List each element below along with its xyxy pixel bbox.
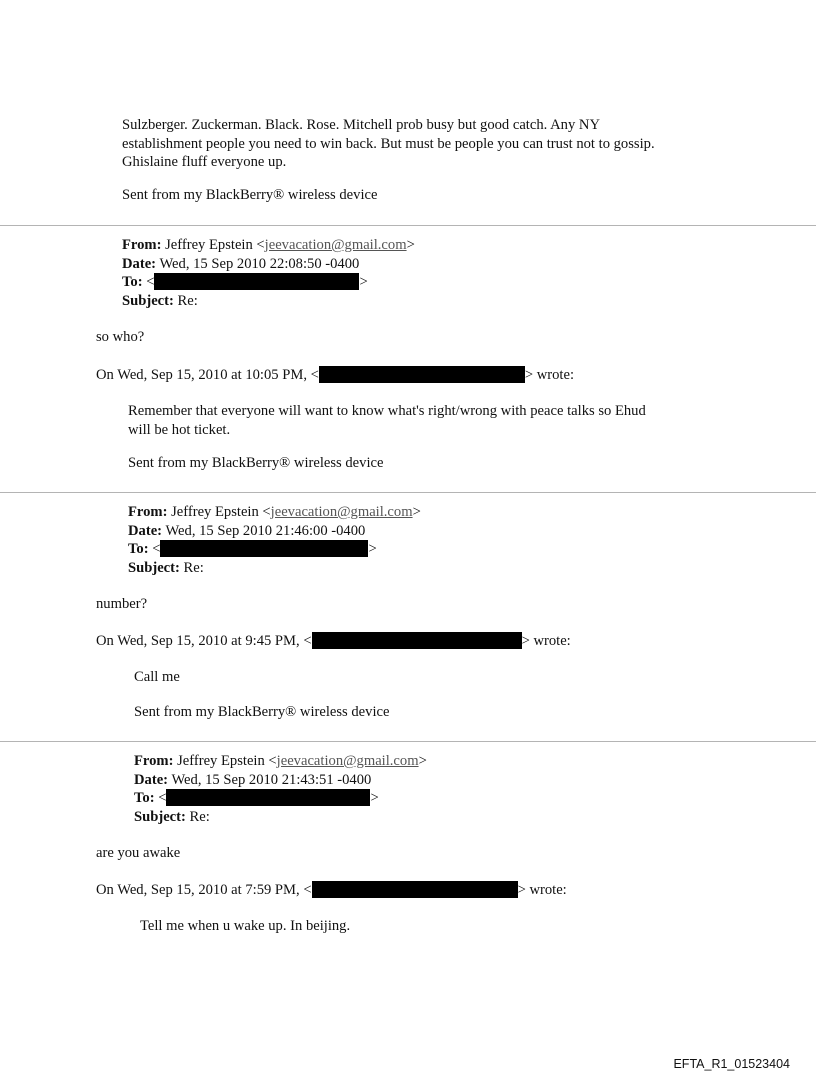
signature-line: Sent from my BlackBerry® wireless device: [128, 455, 384, 471]
date-label: Date:: [122, 255, 157, 272]
reply-text: are you awake: [96, 845, 181, 861]
divider: [0, 741, 816, 742]
signature-line: Sent from my BlackBerry® wireless device: [134, 704, 390, 720]
from-email-link[interactable]: jeevacation@gmail.com: [264, 237, 407, 253]
message-line: Remember that everyone will want to know what's right/wrong with peace talks so Ehud: [128, 403, 646, 419]
from-label: From:: [128, 504, 168, 520]
subject-value: Re:: [183, 559, 204, 576]
to-close: >: [359, 274, 368, 290]
reply-text: so who?: [96, 329, 145, 345]
from-name: Jeffrey Epstein <: [177, 753, 277, 769]
date-value: Wed, 15 Sep 2010 21:43:51 -0400: [171, 771, 372, 788]
to-label: To:: [128, 541, 149, 557]
wrote-line: [96, 881, 567, 899]
email-header-2: [128, 503, 421, 577]
to-open: <: [152, 541, 161, 557]
reply-text: number?: [96, 596, 148, 612]
message-line: Ghislaine fluff everyone up.: [122, 154, 287, 170]
subject-value: Re:: [189, 808, 210, 825]
from-close: >: [406, 237, 415, 253]
subject-row: [128, 559, 421, 578]
subject-label: Subject:: [128, 559, 180, 576]
document-id: EFTA_R1_01523404: [673, 1057, 790, 1071]
message-line: establishment people you need to win back. But must be people you can trust not to gossip.: [122, 135, 655, 152]
from-email-link[interactable]: jeevacation@gmail.com: [276, 753, 419, 769]
date-label: Date:: [134, 771, 169, 788]
message-line: will be hot ticket.: [128, 421, 231, 438]
to-open: <: [158, 790, 167, 806]
signature-line: Sent from my BlackBerry® wireless device: [122, 187, 378, 203]
from-name: Jeffrey Epstein <: [171, 504, 271, 520]
from-close: >: [418, 753, 427, 769]
subject-label: Subject:: [122, 292, 174, 309]
subject-value: Re:: [177, 292, 198, 309]
from-name: Jeffrey Epstein <: [165, 237, 265, 253]
from-label: From:: [122, 237, 162, 253]
wrote-prefix: On Wed, Sep 15, 2010 at 10:05 PM, <: [96, 367, 319, 383]
message-line: Tell me when u wake up. In beijing.: [140, 918, 351, 934]
date-row: [128, 522, 421, 541]
from-row: [134, 752, 427, 771]
quoted-message-2: [128, 402, 646, 439]
email-header-1: [122, 236, 415, 310]
redaction-bar: [312, 632, 522, 649]
redaction-bar: [312, 881, 518, 898]
date-row: [134, 771, 427, 790]
wrote-suffix: > wrote:: [524, 367, 575, 383]
divider: [0, 225, 816, 226]
message-line: Sulzberger. Zuckerman. Black. Rose. Mitchell prob busy but good catch. Any NY: [122, 117, 600, 133]
wrote-suffix: > wrote:: [517, 882, 567, 898]
to-label: To:: [122, 274, 143, 290]
subject-row: [122, 292, 415, 311]
wrote-prefix: On Wed, Sep 15, 2010 at 9:45 PM, <: [96, 633, 312, 649]
message-line: Call me: [134, 669, 180, 685]
date-value: Wed, 15 Sep 2010 22:08:50 -0400: [159, 255, 360, 272]
from-label: From:: [134, 753, 174, 769]
divider: [0, 492, 816, 493]
redaction-bar: [166, 789, 370, 806]
to-close: >: [368, 541, 377, 557]
wrote-suffix: > wrote:: [521, 633, 571, 649]
quoted-message-top: [122, 116, 655, 172]
to-row: [122, 273, 415, 292]
from-close: >: [412, 504, 421, 520]
from-row: [122, 236, 415, 255]
from-row: [128, 503, 421, 522]
to-label: To:: [134, 790, 155, 806]
date-label: Date:: [128, 522, 163, 539]
to-open: <: [146, 274, 155, 290]
to-close: >: [370, 790, 379, 806]
subject-row: [134, 808, 427, 827]
wrote-line: [96, 366, 574, 384]
date-value: Wed, 15 Sep 2010 21:46:00 -0400: [165, 522, 366, 539]
redaction-bar: [160, 540, 368, 557]
email-header-3: [134, 752, 427, 826]
wrote-prefix: On Wed, Sep 15, 2010 at 7:59 PM, <: [96, 882, 312, 898]
wrote-line: [96, 632, 571, 650]
to-row: [134, 789, 427, 808]
to-row: [128, 540, 421, 559]
subject-label: Subject:: [134, 808, 186, 825]
date-row: [122, 255, 415, 274]
redaction-bar: [154, 273, 359, 290]
from-email-link[interactable]: jeevacation@gmail.com: [270, 504, 413, 520]
redaction-bar: [319, 366, 525, 383]
